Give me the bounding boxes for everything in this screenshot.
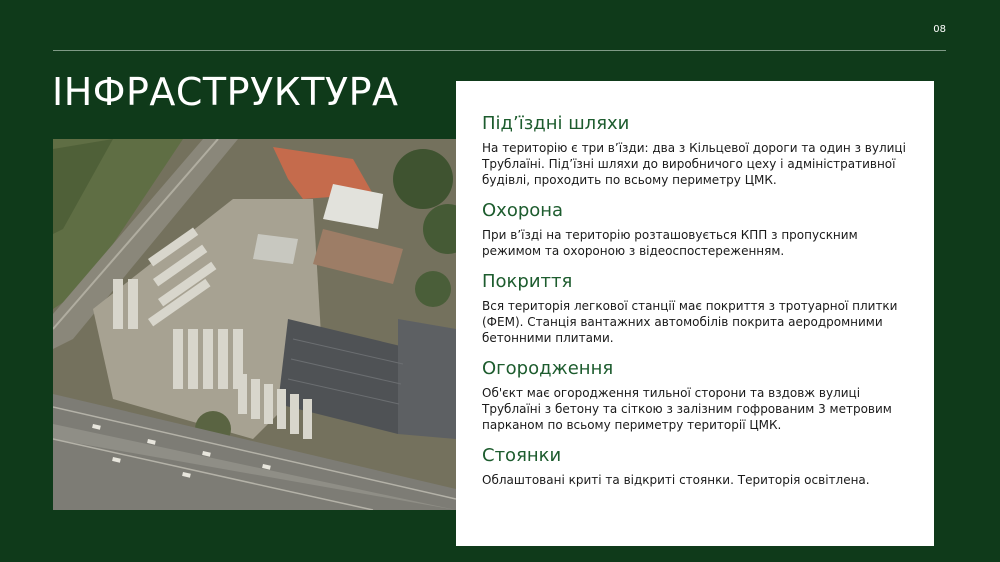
section-text: Облаштовані криті та відкриті стоянки. Територія освітлена. bbox=[482, 473, 870, 487]
section-parking bbox=[482, 445, 910, 488]
aerial-photo bbox=[53, 139, 456, 510]
section-text: При в’їзді на територію розташовується КПП з пропускним режимом та охороною з відеоспостереженням. bbox=[482, 228, 858, 258]
section-access-roads bbox=[482, 113, 910, 188]
top-divider bbox=[53, 50, 946, 51]
section-heading: Охорона bbox=[482, 200, 564, 221]
section-text: Вся територія легкової станції має покриття з тротуарної плитки (ФЕМ). Станція вантажних автомобілів покрита аеродромними бетонними плитами. bbox=[482, 299, 898, 345]
section-fencing bbox=[482, 358, 910, 433]
slide-title: ІНФРАСТРУКТУРА bbox=[52, 70, 399, 114]
section-security bbox=[482, 200, 910, 259]
section-text: Об'єкт має огородження тильної сторони та вздовж вулиці Трублаїні з бетону та сіткою з залізним гофрованим 3 метровим парканом по всьому периметру території ЦМК. bbox=[482, 386, 892, 432]
section-heading: Покриття bbox=[482, 271, 573, 292]
section-surface bbox=[482, 271, 910, 346]
info-panel bbox=[456, 81, 934, 546]
section-heading: Огородження bbox=[482, 358, 614, 379]
aerial-photo-icon bbox=[53, 139, 456, 510]
section-text: На територію є три в’їзди: два з Кільцевої дороги та один з вулиці Трублаїні. Під’їзні шляхи до виробничого цеху і адміністративної будівлі, проходить по всьому периметру ЦМК. bbox=[482, 141, 906, 187]
section-heading: Стоянки bbox=[482, 445, 562, 466]
section-heading: Під’їздні шляхи bbox=[482, 113, 630, 134]
page-number: 08 bbox=[933, 24, 946, 35]
